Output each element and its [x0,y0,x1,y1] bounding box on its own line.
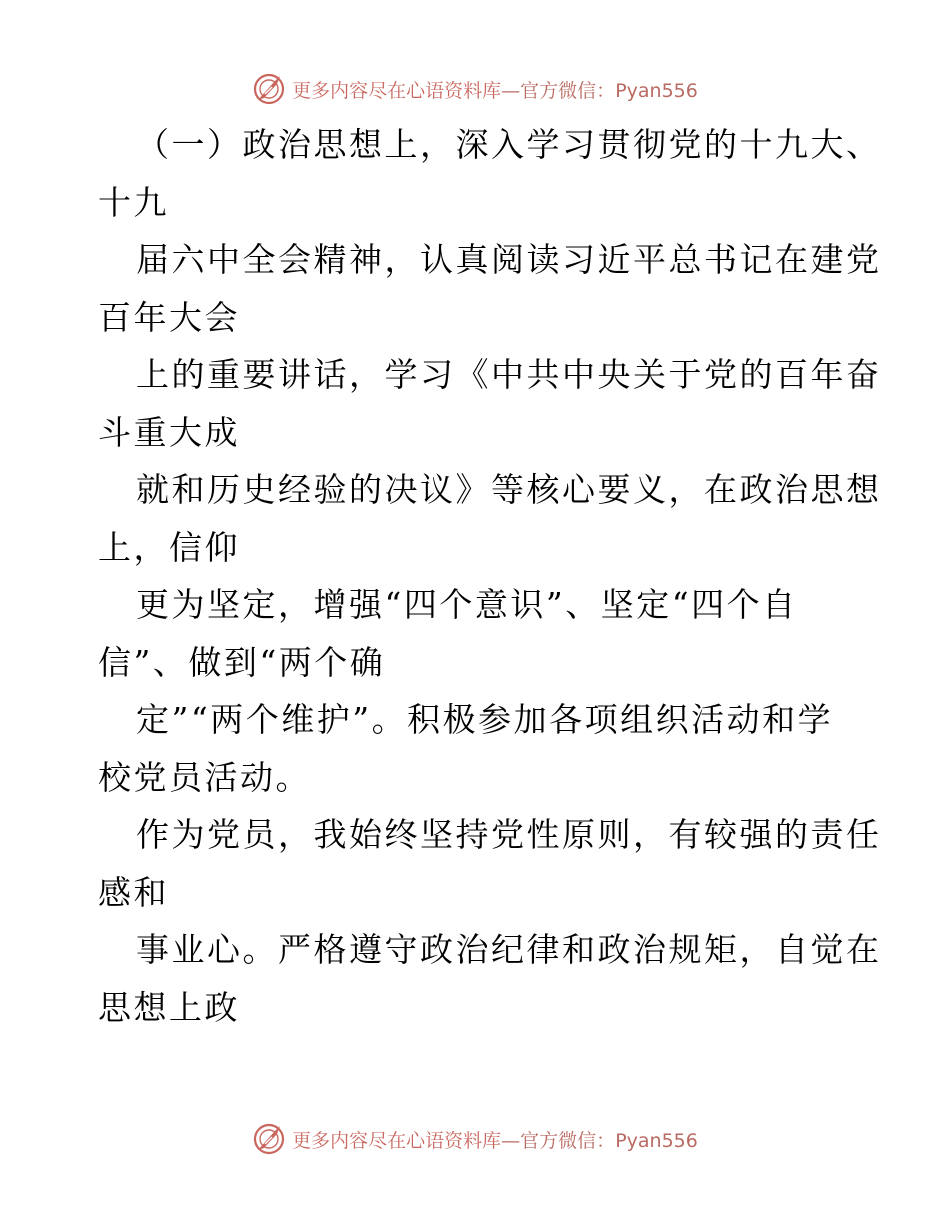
watermark-account: Pyan556 [615,79,698,102]
body-text-line: 校党员活动。 [98,757,311,797]
watermark-brand: 更多内容尽在心语资料库 [292,1129,502,1152]
body-text-line: 更为坚定，增强“四个意识”、坚定“四个自 [136,585,798,624]
body-text-line: 届六中全会精神，认真阅读习近平总书记在建党 [136,240,882,279]
footer-watermark [0,1122,950,1156]
body-text-line: 就和历史经验的决议》等核心要义，在政治思想 [136,470,882,509]
watermark-brand: 更多内容尽在心语资料库 [292,79,502,102]
body-text-line: 事业心。严格遵守政治纪律和政治规矩，自觉在 [136,930,882,969]
header-watermark [0,72,950,106]
document-body [98,116,882,1036]
body-text-line: 思想上政 [98,987,240,1027]
body-text-line: （一）政治思想上，深入学习贯彻党的十九大、 [136,125,882,164]
quill-seal-icon [252,72,286,106]
body-text-line: 百年大会 [98,297,240,337]
quill-seal-icon [252,1122,286,1156]
body-text-line: 上的重要讲话，学习《中共中央关于党的百年奋 [136,355,882,394]
watermark-wechat-label: 官方微信： [520,1129,616,1152]
body-text-line: 定”“两个维护”。积极参加各项组织活动和学 [136,700,834,739]
body-text-line: 作为党员，我始终坚持党性原则，有较强的责任 [136,815,882,854]
watermark-wechat-label: 官方微信： [520,79,616,102]
body-text-line: 感和 [98,872,169,912]
body-text-line: 信”、做到“两个确 [98,642,386,682]
watermark-separator: — [501,79,521,102]
watermark-account: Pyan556 [615,1129,698,1152]
body-text-line: 上，信仰 [98,527,240,567]
body-text-line: 斗重大成 [98,412,240,452]
watermark-separator: — [501,1129,521,1152]
body-text-line: 十九 [98,182,169,222]
